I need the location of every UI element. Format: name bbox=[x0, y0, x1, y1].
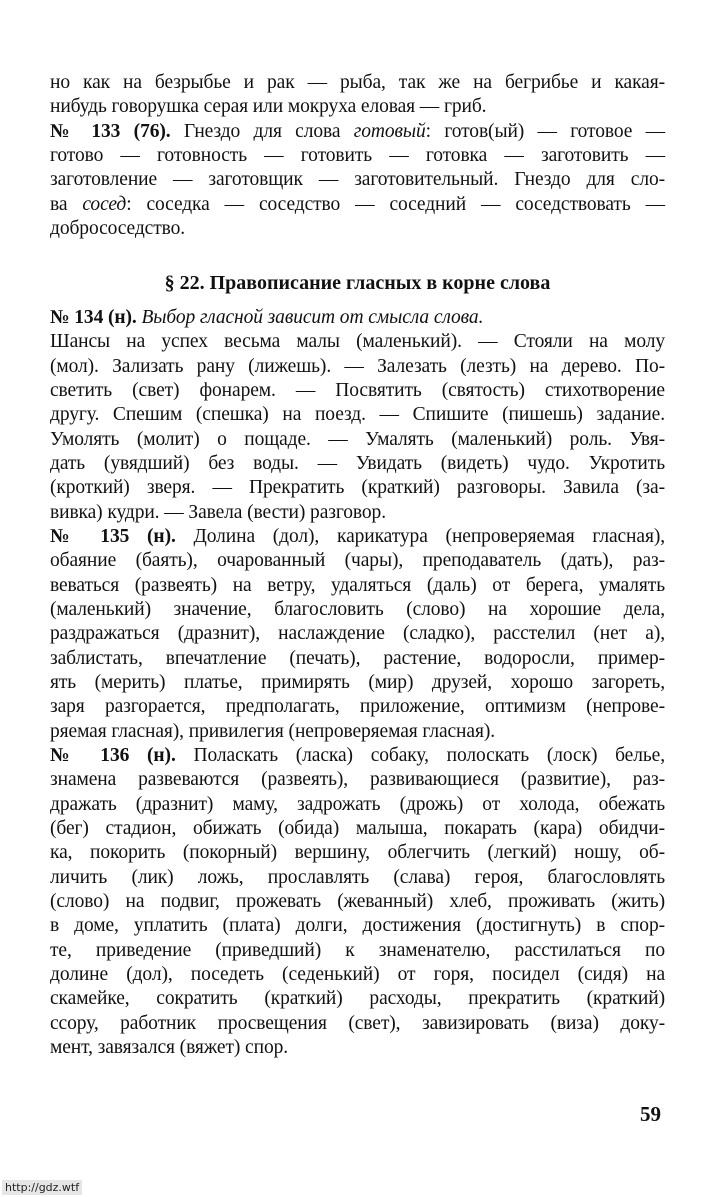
text-line: дражать (дразнит) маму, задрожать (дрожь) от холода, обежать bbox=[50, 793, 665, 815]
text: Гнездо для слова bbox=[183, 120, 341, 142]
text-line: ссору, работник просвещения (свет), завизировать (виза) доку- bbox=[50, 1012, 665, 1034]
text: : готов(ый) — готовое — bbox=[425, 120, 666, 142]
text-line: скамейке, сократить (краткий) расходы, прекратить (краткий) bbox=[50, 988, 665, 1010]
text-line: ять (мерить) платье, примирять (мир) друзей, хорошо загореть, bbox=[50, 671, 665, 693]
text-line: долине (дол), поседеть (седенький) от горя, посидел (сидя) на bbox=[50, 963, 665, 985]
text-line: (кроткий) зверя. — Прекратить (краткий) разговоры. Завила (за- bbox=[50, 477, 665, 499]
text-line: (слово) на подвиг, прожевать (жеванный) хлеб, проживать (жить) bbox=[50, 890, 665, 912]
text-line: заготовление — заготовщик — заготовительный. Гнездо для сло- bbox=[50, 169, 665, 191]
text-line: личить (лик) ложь, прославлять (слава) героя, благословлять bbox=[50, 866, 665, 888]
italic-word: сосед bbox=[82, 193, 127, 215]
text-line: те, приведение (приведший) к знаменателю, расстилаться по bbox=[50, 939, 665, 961]
exercise-number: № 135 (н). bbox=[50, 525, 176, 547]
text-line: знамена развеваются (развеять), развивающиеся (развитие), раз- bbox=[50, 769, 665, 791]
text-line: веваться (развеять) на ветру, удаляться (даль) от берега, умалять bbox=[50, 574, 665, 596]
text-line: добрососедство. bbox=[50, 217, 186, 239]
exercises-block bbox=[50, 306, 665, 1060]
italic-word: готовый bbox=[353, 120, 426, 142]
text-line: но как на безрыбье и рак — рыба, так же на бегрибье и какая- bbox=[50, 72, 665, 93]
exercise-134 bbox=[50, 306, 665, 330]
watermark: http://gdz.wtf bbox=[2, 1180, 82, 1195]
text-line: заря разгорается, предполагать, приложение, оптимизм (непрове- bbox=[50, 696, 665, 718]
text-line: вивка) кудри. — Завела (вести) разговор. bbox=[50, 501, 386, 523]
text-line: мент, завязался (вяжет) спор. bbox=[50, 1036, 289, 1058]
text-line: Умолять (молит) о пощаде. — Умалять (маленький) роль. Увя- bbox=[50, 428, 665, 450]
text-line: Шансы на успех весьма малы (маленький). — Стояли на молу bbox=[50, 331, 665, 353]
text-line: в доме, уплатить (плата) долги, достижения (достигнуть) в спор- bbox=[50, 915, 665, 937]
exercise-135 bbox=[50, 525, 665, 549]
text-line: (маленький) значение, благословить (слово) на хорошие дела, bbox=[50, 598, 665, 620]
text-line: другу. Спешим (спешка) на поезд. — Спишите (пишешь) задание. bbox=[50, 404, 665, 426]
text-line: обаяние (баять), очарованный (чары), преподаватель (дать), раз- bbox=[50, 550, 665, 572]
exercise-133 bbox=[50, 120, 665, 144]
text: Поласкать (ласка) собаку, полоскать (лоск) белье, bbox=[193, 744, 665, 766]
exercise-number: № 136 (н). bbox=[50, 744, 176, 766]
text: Долина (дол), карикатура (непроверяемая гласная), bbox=[193, 525, 665, 547]
text-line: ряемая гласная), привилегия (непроверяемая гласная). bbox=[50, 720, 495, 742]
exercise-number: № 134 (н). bbox=[50, 307, 137, 328]
text-line: (бег) стадион, обижать (обида) малыша, покарать (кара) обидчи- bbox=[50, 817, 665, 839]
section-heading: § 22. Правописание гласных в корне слова bbox=[164, 272, 551, 294]
text-line: раздражаться (дразнит), наслаждение (сладко), расстелил (нет а), bbox=[50, 623, 665, 645]
text-line: дать (увядший) без воды. — Увидать (видеть) чудо. Укротить bbox=[50, 452, 665, 474]
exercise-number: № 133 (76). bbox=[50, 120, 171, 142]
text: : соседка — соседство — соседний — соседствовать — bbox=[126, 193, 665, 215]
text-line: светить (свет) фонарем. — Посвятить (святость) стихотворение bbox=[50, 379, 665, 401]
text-line: готово — готовность — готовить — готовка — заготовить — bbox=[50, 144, 665, 166]
exercise-136 bbox=[50, 744, 665, 768]
intro-paragraph bbox=[50, 71, 665, 241]
text-line: заблистать, впечатление (печать), растение, водоросли, пример- bbox=[50, 647, 665, 669]
text: ва bbox=[50, 193, 68, 215]
text-line: ка, покорить (покорный) вершину, облегчить (легкий) ношу, об- bbox=[50, 842, 665, 864]
text-line bbox=[50, 193, 665, 217]
page-number: 59 bbox=[640, 1102, 661, 1126]
text-line: (мол). Зализать рану (лижешь). — Залезать (лезть) на дерево. По- bbox=[50, 355, 665, 377]
task-text: Выбор гласной зависит от смысла слова. bbox=[141, 307, 484, 328]
text-line: нибудь говорушка серая или мокруха еловая — гриб. bbox=[50, 96, 487, 118]
